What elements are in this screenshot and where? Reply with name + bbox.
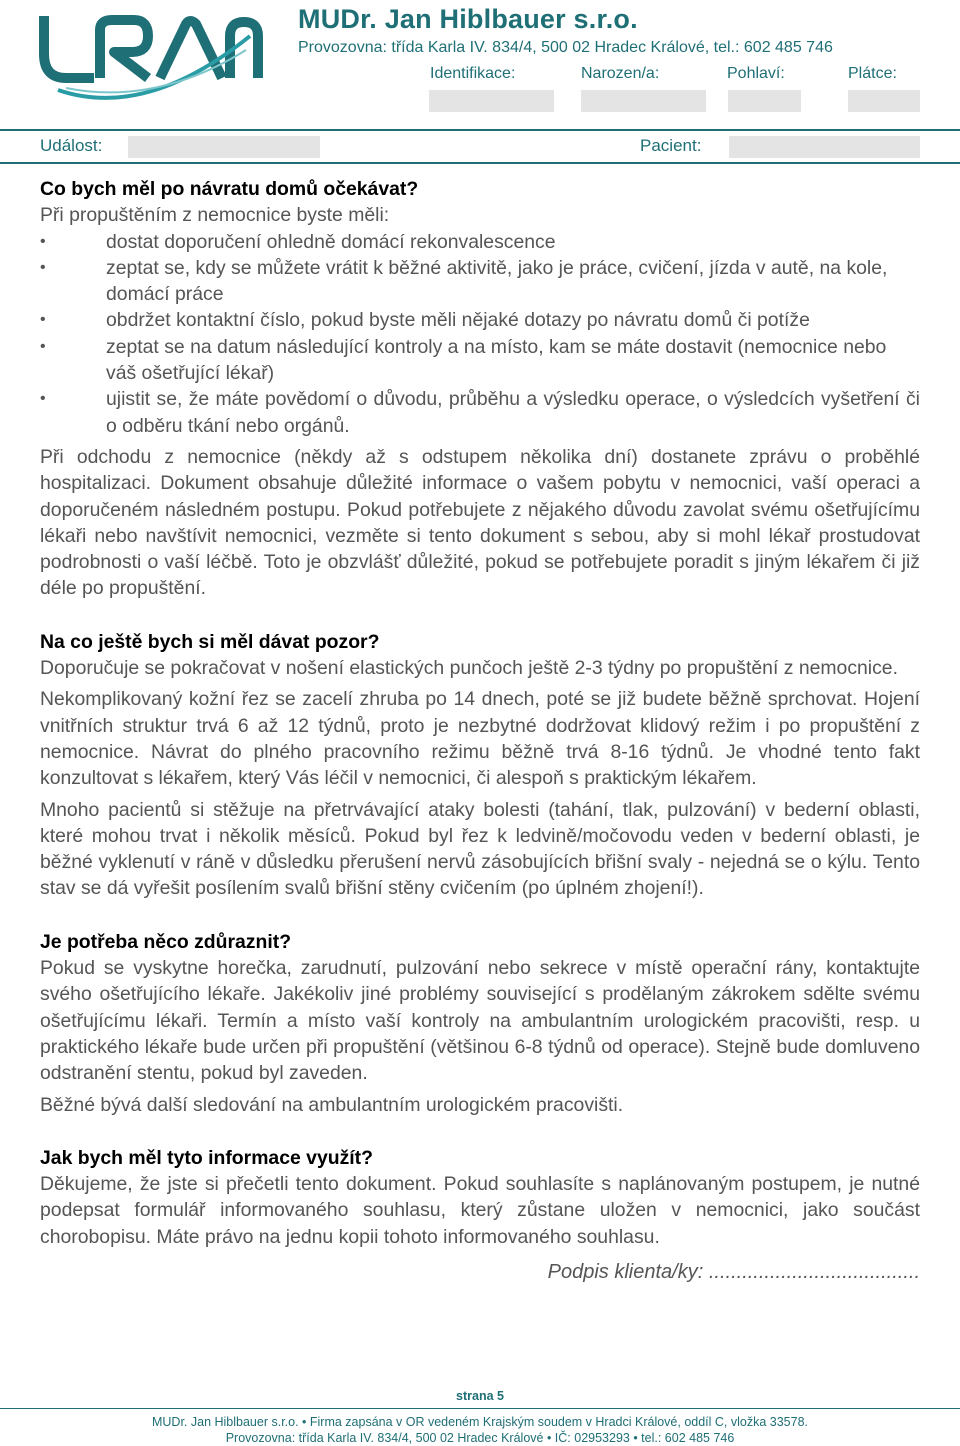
paragraph: Nekomplikovaný kožní řez se zacelí zhruba po 14 dnech, poté se již budete běžně sprchovat. Hojení vnitřních struktur trvá 6 až 12 týdnů, proto je nezbytné dodržovat klidový režim i po propuštění z nemocnice. Návrat do plného pracovního režimu běžně trvá 8-16 týdnů. Je vhodné tento fakt konzultovat s lékařem, který Vás léčil v nemocnici, či alespoň s praktickým lékařem. (40, 688, 920, 790)
patient-label: Pacient: (640, 136, 702, 155)
section-heading: Na co ještě bych si měl dávat pozor? (40, 630, 380, 653)
paragraph: Běžné bývá další sledování na ambulantním urologickém pracovišti. (40, 1093, 624, 1116)
patient-field[interactable] (729, 136, 920, 158)
section-heading: Co bych měl po návratu domů očekávat? (40, 178, 419, 200)
footer-divider (0, 1408, 960, 1409)
paragraph: Mnoho pacientů si stěžuje na přetrvávající ataky bolesti (tahání, tlak, pulzování) v bederní oblasti, které mohou trvat i několik měsíců. Pokud byl řez k ledvině/močovodu veden v bederní oblasti, je běžné vyklenutí v ráně v důsledku přerušení nervů zásobujících břišní svaly - nejedná se o kýlu. Tento stav se dá vyřešit posílením svalů břišní stěny cvičením (po úplném zhojení!). (40, 798, 920, 900)
payer-label: Plátce: (848, 65, 897, 82)
document-body (40, 176, 920, 1285)
paragraph: Při propuštěním z nemocnice byste měli: (40, 204, 390, 227)
paragraph: Pokud se vyskytne horečka, zarudnutí, pulzování nebo sekrece v místě operační rány, kontaktujte svého ošetřujícího lékaře. Jakékoliv jiné problémy související s prodělaným zákrokem sdělte svému ošetřujícímu lékaři. Termín a místo vaší kontroly na ambulantním urologickém pracovišti, resp. u praktického lékaře bude určen při propuštění (většinou 6-8 týdnů od operace). Stejně bude domluveno odstranění stentu, pokud byl zaveden. (40, 957, 920, 1085)
paragraph: Děkujeme, že jste si přečetli tento dokument. Pokud souhlasíte s naplánovaným postupem, je nutné podepsat formulář informovaného souhlasu, který zůstane uložen v nemocnici, jako součást chorobopisu. Máte právo na jednu kopii tohoto informovaného souhlasu. (40, 1173, 920, 1248)
bullet-list (40, 229, 920, 439)
clinic-address: Provozovna: třída Karla IV. 834/4, 500 02 Hradec Králové, tel.: 602 485 746 (298, 39, 833, 56)
list-item: • zeptat se, kdy se můžete vrátit k běžné aktivitě, jako je práce, cvičení, jízda v autě, na kole, domácí práce (40, 255, 920, 308)
identification-label: Identifikace: (430, 65, 516, 82)
list-item: • ujistit se, že máte povědomí o důvodu, průběhu a výsledku operace, o výsledcích vyšetření či o odběru tkání nebo orgánů. (40, 386, 920, 439)
clinic-name: MUDr. Jan Hiblbauer s.r.o. (298, 4, 638, 34)
header-divider (0, 129, 960, 131)
paragraph: Doporučuje se pokračovat v nošení elastických punčoch ještě 2-3 týdny po propuštění z nemocnice. (40, 657, 898, 680)
list-item: • obdržet kontaktní číslo, pokud byste měli nějaké dotazy po návratu domů či potíže (40, 307, 920, 333)
footer-address-line: Provozovna: třída Karla IV. 834/4, 500 02 Hradec Králové • IČ: 02953293 • tel.: 602 485 746 (225, 1431, 735, 1445)
gender-label: Pohlaví: (727, 65, 785, 82)
header-divider-bottom (0, 162, 960, 164)
birthdate-label: Narozen/a: (581, 65, 660, 82)
paragraph: Při odchodu z nemocnice (někdy až s odstupem několika dní) dostanete zprávu o proběhlé hospitalizaci. Dokument obsahuje důležité informace o vašem pobytu v nemocnici, vaší operaci a doporučeném následném postupu. Pokud potřebujete z nějakého důvodu zavolat svému ošetřujícímu lékaři nebo navštívit nemocnici, vezměte si tento dokument s sebou, aby si mohl lékař prostudovat podrobnosti o vaší léčbě. Toto je obzvlášť důležité, pokud se potřebujete poradit s jiným lékařem či již déle po propuštění. (40, 445, 920, 600)
footer-company-line: MUDr. Jan Hiblbauer s.r.o. • Firma zapsána v OR vedeném Krajským soudem v Hradci Králové, oddíl C, vložka 33578. (151, 1415, 809, 1429)
section-heading: Je potřeba něco zdůraznit? (40, 930, 292, 953)
page-number: strana 5 (456, 1389, 504, 1403)
event-label: Událost: (40, 136, 103, 155)
list-item: • zeptat se na datum následující kontroly a na místo, kam se máte dostavit (nemocnice nebo váš ošetřující lékař) (40, 334, 920, 387)
event-field[interactable] (128, 136, 320, 158)
uran-logo (36, 2, 266, 114)
signature-line[interactable]: Podpis klienta/ky: ...................................... (547, 1260, 920, 1283)
payer-field[interactable] (848, 90, 920, 112)
list-item: • dostat doporučení ohledně domácí rekonvalescence (40, 229, 920, 255)
birthdate-field[interactable] (581, 90, 706, 112)
section-heading: Jak bych měl tyto informace využít? (40, 1146, 373, 1169)
identification-field[interactable] (429, 90, 554, 112)
gender-field[interactable] (728, 90, 801, 112)
